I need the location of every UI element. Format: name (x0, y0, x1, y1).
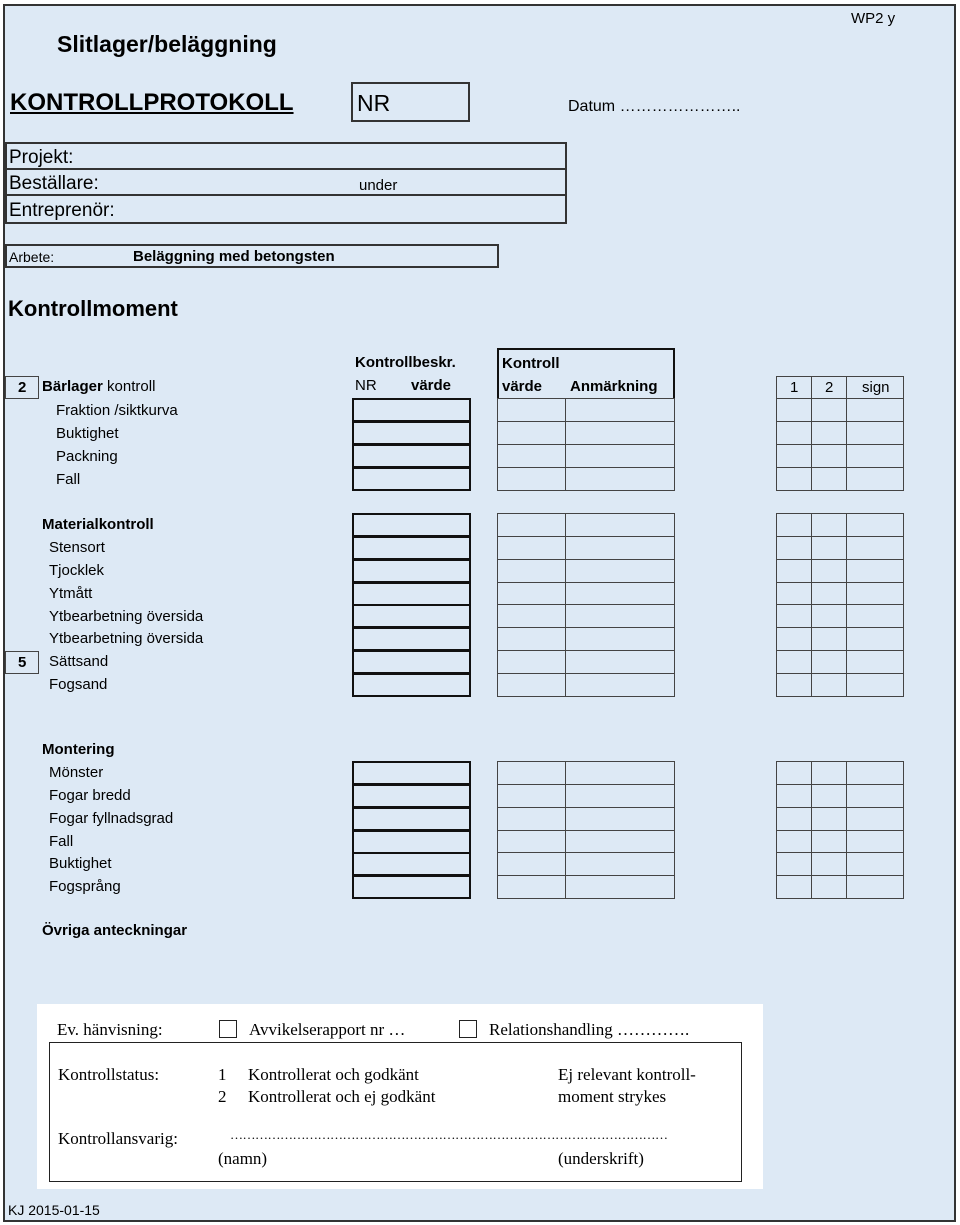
status2-number: 2 (218, 1087, 227, 1106)
kontroll-varde-cell[interactable] (497, 513, 566, 537)
datum-field[interactable]: Datum ………………….. (568, 98, 741, 115)
nr-varde-cell[interactable] (352, 444, 471, 468)
checklist-item-label: Buktighet (56, 424, 119, 442)
nr-varde-cell[interactable] (352, 807, 471, 831)
kontroll-varde-cell[interactable] (497, 444, 566, 468)
status1-cell[interactable] (776, 421, 812, 445)
nr-field[interactable] (351, 82, 470, 122)
sign-cell[interactable] (846, 513, 904, 537)
sign-cell[interactable] (846, 875, 904, 899)
kontroll-varde-cell[interactable] (497, 467, 566, 491)
status1-cell[interactable] (776, 875, 812, 899)
group3-title: Montering (42, 741, 115, 758)
col-status2-box (811, 376, 847, 399)
kontroll-varde-cell[interactable] (497, 673, 566, 697)
nr-varde-cell[interactable] (352, 673, 471, 697)
group2-title: Materialkontroll (42, 516, 154, 533)
projekt-label: Projekt: (9, 147, 74, 168)
status2-cell[interactable] (811, 467, 847, 491)
status1-number: 1 (218, 1065, 227, 1084)
kontroll-varde-cell[interactable] (497, 536, 566, 560)
anmarkning-cell[interactable] (565, 467, 675, 491)
sign-cell[interactable] (846, 784, 904, 808)
relation-text: Relationshandling …………. (489, 1020, 690, 1039)
checklist-item-label: Ytbearbetning översida (49, 630, 204, 648)
avvikelse-option[interactable] (219, 1020, 405, 1040)
status2-cell[interactable] (811, 627, 847, 651)
group1-title-rest: kontroll (102, 378, 156, 395)
status1-cell[interactable] (776, 604, 812, 628)
group1-title-bold: Bärlager (42, 378, 103, 395)
anmarkning-cell[interactable] (565, 830, 675, 854)
form-title: KONTROLLPROTOKOLL (10, 89, 294, 116)
col-sign: sign (862, 379, 890, 396)
status2-cell[interactable] (811, 559, 847, 583)
ansvarig-signature-line[interactable]: …………………………………………………………………………………………… (230, 1127, 668, 1142)
kontroll-header-box (497, 348, 675, 400)
bestallare-label: Beställare: (9, 173, 99, 194)
checklist-item-label: Ytbearbetning översida (49, 607, 204, 625)
anmarkning-cell[interactable] (565, 559, 675, 583)
nr-varde-cell[interactable] (352, 784, 471, 808)
sign-cell[interactable] (846, 604, 904, 628)
nr-varde-cell[interactable] (352, 650, 471, 674)
ansvarig-label: Kontrollansvarig: (58, 1129, 178, 1148)
status1-cell[interactable] (776, 673, 812, 697)
anmarkning-cell[interactable] (565, 761, 675, 785)
kontroll-varde-cell[interactable] (497, 627, 566, 651)
status2-cell[interactable] (811, 650, 847, 674)
col-status1-box (776, 376, 812, 399)
anmarkning-cell[interactable] (565, 852, 675, 876)
anmarkning-cell[interactable] (565, 582, 675, 606)
status2-cell[interactable] (811, 830, 847, 854)
ej-relevant-line1: Ej relevant kontroll- (558, 1065, 696, 1084)
sign-cell[interactable] (846, 536, 904, 560)
anmarkning-cell[interactable] (565, 650, 675, 674)
nr-varde-cell[interactable] (352, 513, 471, 537)
status1-cell[interactable] (776, 536, 812, 560)
arbete-value: Beläggning med betongsten (133, 248, 335, 265)
anmarkning-cell[interactable] (565, 398, 675, 422)
col-anmarkning: Anmärkning (570, 378, 658, 395)
sign-cell[interactable] (846, 650, 904, 674)
status2-cell[interactable] (811, 604, 847, 628)
nr-varde-cell[interactable] (352, 398, 471, 422)
status2-cell[interactable] (811, 444, 847, 468)
status1-cell[interactable] (776, 784, 812, 808)
status1-cell[interactable] (776, 513, 812, 537)
relation-option[interactable] (459, 1020, 689, 1040)
sign-cell[interactable] (846, 852, 904, 876)
corner-tag: WP2 y (851, 10, 896, 27)
status2-cell[interactable] (811, 852, 847, 876)
ovriga-label: Övriga anteckningar (42, 922, 188, 939)
checklist-item-label: Fogsand (49, 676, 108, 694)
checklist-item-label: Packning (56, 447, 118, 465)
anmarkning-cell[interactable] (565, 444, 675, 468)
kontroll-varde-cell[interactable] (497, 784, 566, 808)
checklist-item-label: Fogsprång (49, 878, 121, 896)
sign-cell[interactable] (846, 627, 904, 651)
kontroll-varde-cell[interactable] (497, 559, 566, 583)
group1-title (42, 378, 155, 395)
col-nr: NR (355, 377, 377, 394)
anmarkning-cell[interactable] (565, 536, 675, 560)
namn-label: (namn) (218, 1149, 268, 1168)
anmarkning-cell[interactable] (565, 673, 675, 697)
anmarkning-cell[interactable] (565, 627, 675, 651)
nr-varde-cell[interactable] (352, 761, 471, 785)
status2-cell[interactable] (811, 398, 847, 422)
relation-checkbox[interactable] (459, 1020, 477, 1038)
nr-varde-cell[interactable] (352, 875, 471, 899)
kontroll-varde-cell[interactable] (497, 398, 566, 422)
kontroll-varde-cell[interactable] (497, 875, 566, 899)
avvikelse-checkbox[interactable] (219, 1020, 237, 1038)
status1-cell[interactable] (776, 559, 812, 583)
status2-cell[interactable] (811, 875, 847, 899)
checklist-item-label: Stensort (49, 539, 105, 556)
under-text: under (359, 177, 398, 194)
entreprenor-label: Entreprenör: (9, 200, 115, 221)
sign-cell[interactable] (846, 421, 904, 445)
anmarkning-cell[interactable] (565, 421, 675, 445)
status2-cell[interactable] (811, 807, 847, 831)
status2-cell[interactable] (811, 673, 847, 697)
checklist-item-label: Fall (56, 470, 81, 488)
protocol-page (3, 4, 956, 1222)
nr-varde-cell[interactable] (352, 421, 471, 445)
group2-number: 5 (18, 654, 27, 671)
sign-cell[interactable] (846, 761, 904, 785)
sign-cell[interactable] (846, 830, 904, 854)
nr-label: NR (357, 90, 391, 116)
kontroll-varde-cell[interactable] (497, 761, 566, 785)
status2-cell[interactable] (811, 784, 847, 808)
nr-varde-cell[interactable] (352, 467, 471, 491)
nr-varde-cell[interactable] (352, 559, 471, 583)
sign-cell[interactable] (846, 559, 904, 583)
status2-cell[interactable] (811, 513, 847, 537)
checklist-item-label: Fogar bredd (49, 786, 131, 804)
avvikelse-text: Avvikelserapport nr … (249, 1020, 406, 1039)
footer-code: KJ 2015-01-15 (8, 1202, 100, 1218)
kontroll-varde-cell[interactable] (497, 421, 566, 445)
kontroll-varde-cell[interactable] (497, 650, 566, 674)
status-label: Kontrollstatus: (58, 1065, 160, 1084)
status-legend-panel (37, 1004, 763, 1189)
status1-text: Kontrollerat och godkänt (248, 1065, 419, 1084)
group2-number-box (5, 651, 39, 674)
col-status1: 1 (790, 379, 799, 396)
projekt-field[interactable] (5, 142, 567, 170)
status1-cell[interactable] (776, 650, 812, 674)
sign-cell[interactable] (846, 582, 904, 606)
bestallare-field[interactable] (5, 168, 567, 196)
status2-cell[interactable] (811, 421, 847, 445)
hanvisning-label: Ev. hänvisning: (57, 1020, 163, 1039)
checklist-item-label: Sättsand (49, 653, 109, 671)
sign-cell[interactable] (846, 398, 904, 422)
status2-cell[interactable] (811, 536, 847, 560)
section-title: Kontrollmoment (8, 296, 178, 321)
anmarkning-cell[interactable] (565, 513, 675, 537)
group1-number: 2 (18, 379, 27, 396)
sign-cell[interactable] (846, 444, 904, 468)
kontroll-varde-cell[interactable] (497, 852, 566, 876)
kontroll-varde-cell[interactable] (497, 582, 566, 606)
kontroll-varde-cell[interactable] (497, 807, 566, 831)
nr-varde-cell[interactable] (352, 830, 471, 854)
anmarkning-cell[interactable] (565, 784, 675, 808)
status2-cell[interactable] (811, 761, 847, 785)
kontroll-varde-cell[interactable] (497, 604, 566, 628)
anmarkning-cell[interactable] (565, 604, 675, 628)
ej-relevant-line2: moment strykes (558, 1087, 667, 1106)
status2-text: Kontrollerat och ej godkänt (248, 1087, 436, 1106)
status2-cell[interactable] (811, 582, 847, 606)
col-varde1: värde (411, 377, 452, 394)
arbete-label: Arbete: (9, 249, 55, 265)
arbete-field[interactable] (5, 244, 499, 268)
status1-cell[interactable] (776, 444, 812, 468)
status1-cell[interactable] (776, 398, 812, 422)
checklist-item-label: Tjocklek (49, 561, 105, 579)
status1-cell[interactable] (776, 582, 812, 606)
col-status2: 2 (825, 379, 834, 396)
col-kontroll: Kontroll (502, 355, 560, 372)
checklist-item-label: Buktighet (49, 855, 112, 873)
status1-cell[interactable] (776, 467, 812, 491)
status1-cell[interactable] (776, 807, 812, 831)
anmarkning-cell[interactable] (565, 807, 675, 831)
sign-cell[interactable] (846, 673, 904, 697)
sign-cell[interactable] (846, 807, 904, 831)
checklist-item-label: Fall (49, 832, 74, 850)
checklist-item-label: Mönster (49, 764, 104, 781)
entreprenor-field[interactable] (5, 194, 567, 224)
status1-cell[interactable] (776, 830, 812, 854)
form-subtitle: Slitlager/beläggning (57, 31, 277, 57)
anmarkning-cell[interactable] (565, 875, 675, 899)
nr-varde-cell[interactable] (352, 627, 471, 651)
col-sign-box (846, 376, 904, 399)
group1-number-box (5, 376, 39, 399)
checklist-item-label: Fraktion /siktkurva (56, 402, 178, 419)
kontroll-varde-cell[interactable] (497, 830, 566, 854)
col-varde2: värde (502, 378, 543, 395)
status-legend-box (49, 1042, 742, 1182)
underskrift-label: (underskrift) (558, 1149, 644, 1168)
checklist-item-label: Fogar fyllnadsgrad (49, 809, 174, 827)
status1-cell[interactable] (776, 761, 812, 785)
col-kontrollbeskr: Kontrollbeskr. (355, 354, 456, 371)
nr-varde-cell[interactable] (352, 582, 471, 606)
status1-cell[interactable] (776, 627, 812, 651)
checklist-item-label: Ytmått (49, 584, 93, 602)
nr-varde-cell[interactable] (352, 536, 471, 560)
sign-cell[interactable] (846, 467, 904, 491)
nr-varde-cell[interactable] (352, 852, 471, 876)
status1-cell[interactable] (776, 852, 812, 876)
nr-varde-cell[interactable] (352, 604, 471, 628)
